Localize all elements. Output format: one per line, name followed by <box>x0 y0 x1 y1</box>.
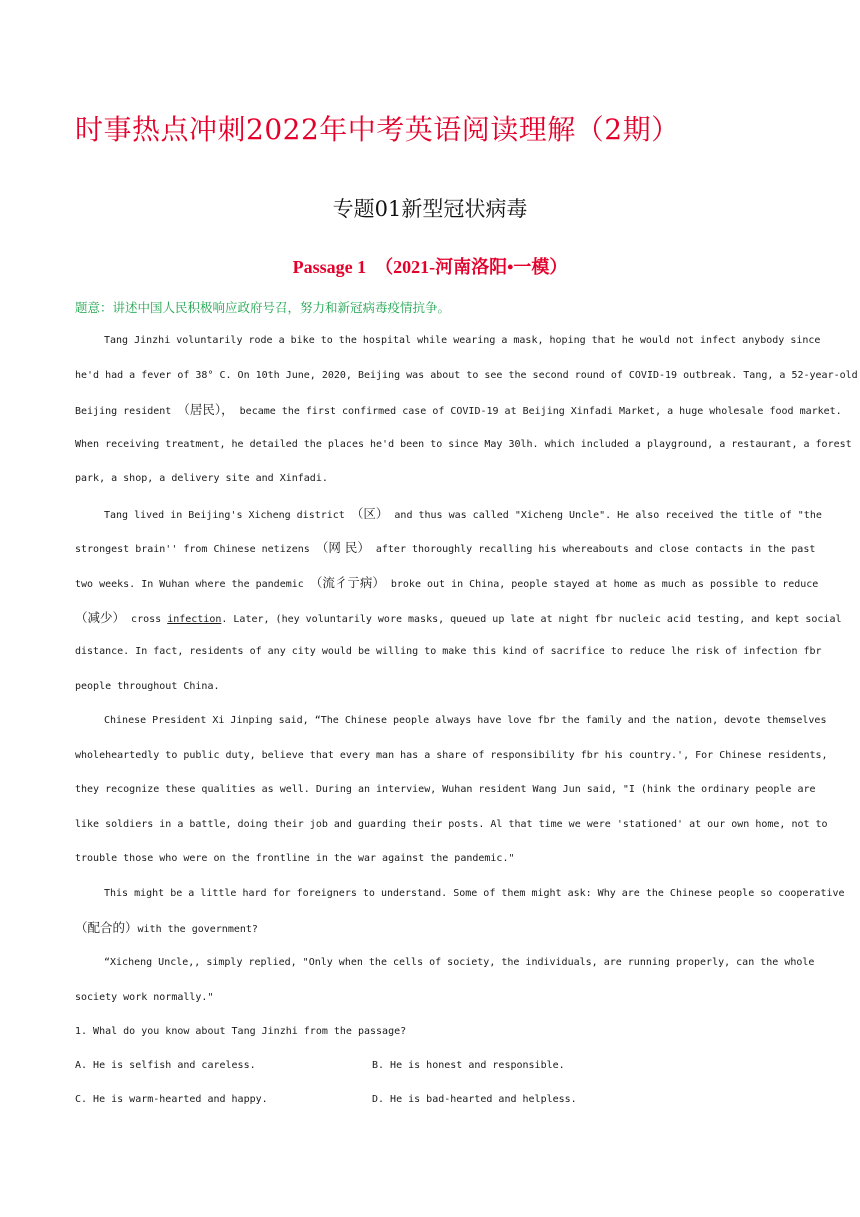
option-a: A. He is selfish and careless. <box>75 1060 256 1071</box>
text-span: Tang lived in Beijing's Xicheng district <box>104 510 345 521</box>
text-span: cross <box>131 614 162 625</box>
document-title: 时事热点冲刺2022年中考英语阅读理解（2期） <box>75 113 680 146</box>
passage-heading: Passage 1 （2021-河南洛阳•一模） <box>292 257 568 277</box>
p2-line-4 <box>75 610 842 627</box>
p1-line-1: Tang Jinzhi voluntarily rode a bike to the hospital while wearing a mask, hoping that he would not infect anybody since <box>104 335 821 346</box>
p3-line-4: like soldiers in a battle, doing their job and guarding their posts. Al that time we were 'stationed' at our own home, not to <box>75 819 828 830</box>
p3-line-3: they recognize these qualities as well. During an interview, Wuhan resident Wang Jun said, "I (hink the ordinary people are <box>75 784 816 795</box>
p5-line-1: “Xicheng Uncle,, simply replied, "Only when the cells of society, the individuals, are running properly, can the whole <box>104 957 815 968</box>
text-span: after thoroughly recalling his whereabouts and close contacts in the past <box>375 544 816 555</box>
cjk-gloss: （流彳亍病） <box>309 575 385 590</box>
question-stem: 1. Whal do you know about Tang Jinzhi from the passage? <box>75 1026 407 1037</box>
p1-line-2: he'd had a fever of 38° C. On 10th June, 2020, Beijing was about to see the second round of COVID-19 outbreak. Tang, a 52-year-old <box>75 370 858 381</box>
p4-line-1: This might be a little hard for foreigners to understand. Some of them might ask: Why are the Chinese people so cooperative <box>104 888 845 899</box>
p4-line-2 <box>75 921 787 937</box>
text-span: strongest brain'' from Chinese netizens <box>75 544 310 555</box>
text-span: broke out in China, people stayed at home as much as possible to reduce <box>390 579 819 590</box>
p1-line-3 <box>75 402 842 419</box>
option-c: C. He is warm-hearted and happy. <box>75 1094 268 1105</box>
p3-line-1: Chinese President Xi Jinping said, “The Chinese people always have love fbr the family and the nation, devote themselves <box>104 715 827 726</box>
option-d: D. He is bad-hearted and helpless. <box>372 1094 577 1105</box>
cjk-gloss: （区） <box>350 506 389 521</box>
text-span: two weeks. In Wuhan where the pandemic <box>75 579 304 590</box>
p1-line-4: When receiving treatment, he detailed the places he'd been to since May 30lh. which included a playground, a restaurant, a forest <box>75 439 852 450</box>
text-span: . Later, (hey voluntarily wore masks, queued up late at night fbr nucleic acid testing, and kept social <box>221 614 842 625</box>
option-b: B. He is honest and responsible. <box>372 1060 565 1071</box>
p1-line-5: park, a shop, a delivery site and Xinfadi. <box>75 473 328 484</box>
cjk-gloss: （配合的） <box>75 920 138 935</box>
p3-line-5: trouble those who were on the frontline in the war against the pandemic." <box>75 853 515 864</box>
cjk-gloss: （减少） <box>75 610 126 625</box>
p2-line-3 <box>75 575 819 592</box>
p2-line-2 <box>75 540 816 557</box>
p2-line-5: distance. In fact, residents of any city would be willing to make this kind of sacrifice to reduce lhe risk of infection fbr <box>75 646 822 657</box>
text-span: became the first confirmed case of COVID-19 at Beijing Xinfadi Market, a huge wholesale food market. <box>239 406 842 417</box>
text-span: with the government? <box>137 924 258 935</box>
underlined-word: infection <box>167 614 222 625</box>
text-span: and thus was called "Xicheng Uncle". He also received the title of "the <box>394 510 822 521</box>
p5-line-2: society work normally." <box>75 992 214 1003</box>
cjk-gloss: （网 民） <box>315 540 370 555</box>
text-span: Beijing resident <box>75 406 172 417</box>
topic-subtitle: 专题01新型冠状病毒 <box>332 197 528 221</box>
p2-line-6: people throughout China. <box>75 681 220 692</box>
passage-note: 题意：讲述中国人民积极响应政府号召，努力和新冠病毒疫情抗争。 <box>75 300 451 315</box>
p2-line-1 <box>104 506 822 523</box>
cjk-gloss: （居民）， <box>177 402 234 417</box>
p3-line-2: wholeheartedly to public duty, believe that every man has a share of responsibility fbr his country.', For Chinese residents, <box>75 750 828 761</box>
